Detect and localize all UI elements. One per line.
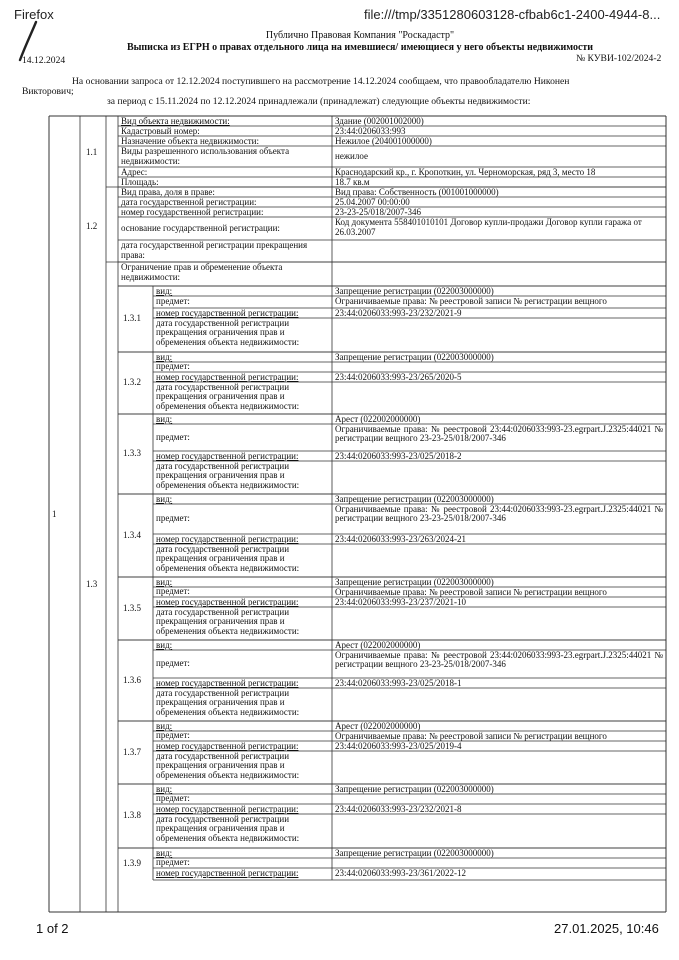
field-value: Ограничиваемые права: № реестровой 23:44:0206033:993-23.egrpart.J.2325:44021 № регистрации вещного 23-23-25/018/2007-346 (335, 504, 663, 524)
field-label: вид: (156, 352, 173, 362)
field-label: предмет: (156, 514, 190, 523)
subsection-number: 1.3.4 (123, 530, 141, 540)
intro-line-2: Викторович; (22, 86, 74, 97)
field-value: 23-23-25/018/2007-346 (335, 207, 421, 217)
field-value: 23:44:0206033:993-23/361/2022-12 (335, 868, 466, 878)
field-label: вид: (156, 721, 173, 731)
field-value: Арест (022002000000) (335, 414, 421, 424)
field-value: Ограничиваемые права: № реестровой 23:44:0206033:993-23.egrpart.J.2325:44021 № регистрации вещного 23-23-25/018/2007-346 (335, 650, 663, 670)
field-label: номер государственной регистрации: (156, 534, 299, 544)
field-label: предмет: (156, 297, 190, 306)
field-label: дата государственной регистрации прекращения права: (121, 241, 308, 260)
field-label: вид: (156, 577, 173, 587)
field-label: предмет: (156, 432, 190, 442)
field-label: предмет: (156, 362, 190, 371)
field-value: Запрещение регистрации (022003000000) (335, 494, 494, 504)
field-value: 23:44:0206033:993-23/025/2019-4 (335, 741, 462, 751)
field-label: дата государственной регистрации прекращения ограничения прав и обременения объекта недвижимости: (156, 318, 300, 347)
field-value: Код документа 558401010101 Договор купли-продажи Договор купли гаража от 26.03.2007 (335, 218, 642, 237)
field-value: Запрещение регистрации (022003000000) (335, 577, 494, 587)
field-value: Ограничиваемые права: № реестровой записи № регистрации вещного (335, 296, 607, 306)
subsection-number: 1.3.3 (123, 449, 141, 458)
subsection-number: 1.3.5 (123, 603, 141, 613)
field-label: номер государственной регистрации: (156, 678, 299, 688)
section-number: 1.3 (86, 580, 98, 589)
field-value: Ограничиваемые права: № реестровой записи № регистрации вещного (335, 587, 607, 597)
field-value: Запрещение регистрации (022003000000) (335, 286, 494, 296)
field-value: Краснодарский кр., г. Кропоткин, ул. Черноморская, ряд 3, место 18 (335, 167, 596, 177)
field-value: Арест (022002000000) (335, 721, 421, 731)
document-date: 14.12.2024 (22, 55, 66, 66)
field-value: Ограничиваемые права: № реестровой записи № регистрации вещного (335, 731, 607, 741)
field-label: Площадь: (121, 177, 159, 187)
field-label: дата государственной регистрации прекращения ограничения прав и обременения объекта недвижимости: (156, 544, 300, 573)
field-label: дата государственной регистрации прекращения ограничения прав и обременения объекта недвижимости: (156, 751, 300, 780)
field-label: Вид права, доля в праве: (121, 187, 215, 197)
field-label: Назначение объекта недвижимости: (121, 136, 259, 146)
field-label: номер государственной регистрации: (121, 207, 264, 217)
field-value: Нежилое (204001000000) (335, 136, 432, 146)
field-label: Ограничение прав и обременение объекта недвижимости: (121, 263, 283, 282)
field-value: Вид права: Собственность (001001000000) (335, 187, 499, 197)
field-label: Виды разрешенного использования объекта недвижимости: (121, 147, 290, 166)
row-number: 1 (52, 510, 57, 519)
field-value: 23:44:0206033:993-23/265/2020-5 (335, 372, 462, 382)
field-label: Адрес: (121, 167, 148, 177)
field-label: вид: (156, 414, 173, 424)
field-value: Запрещение регистрации (022003000000) (335, 784, 494, 794)
document-title: Выписка из ЕГРН о правах отдельного лица на имевшиеся/ имеющиеся у него объекты недвижимости (126, 42, 594, 53)
page-counter: 1 of 2 (36, 921, 69, 936)
field-value: 23:44:0206033:993-23/232/2021-9 (335, 308, 462, 318)
field-label: номер государственной регистрации: (156, 804, 299, 814)
section-number: 1.1 (86, 148, 98, 157)
field-label: дата государственной регистрации прекращения ограничения прав и обременения объекта недвижимости: (156, 688, 300, 717)
field-label: номер государственной регистрации: (156, 372, 299, 382)
subsection-number: 1.3.1 (123, 314, 141, 323)
print-timestamp: 27.01.2025, 10:46 (554, 921, 659, 936)
field-label: номер государственной регистрации: (156, 308, 299, 318)
field-label: номер государственной регистрации: (156, 741, 299, 751)
field-value: Запрещение регистрации (022003000000) (335, 848, 494, 858)
field-value: 23:44:0206033:993-23/263/2024-21 (335, 534, 466, 544)
browser-app-name: Firefox (14, 7, 54, 22)
field-value: Арест (022002000000) (335, 640, 421, 650)
field-label: номер государственной регистрации: (156, 597, 299, 607)
intro-line-1: На основании запроса от 12.12.2024 поступившего на рассмотрение 14.12.2024 сообщаем, что правообладателю Никонен (72, 76, 570, 87)
subsection-number: 1.3.2 (123, 378, 141, 387)
document-number: № КУВИ-102/2024-2 (576, 53, 662, 64)
field-label: предмет: (156, 731, 190, 740)
field-value: 23:44:0206033:993-23/232/2021-8 (335, 804, 462, 814)
field-label: предмет: (156, 858, 190, 867)
field-value: нежилое (335, 152, 368, 161)
intro-line-3: за период с 15.11.2024 по 12.12.2024 принадлежали (принадлежат) следующие объекты недвижимости: (107, 96, 531, 107)
field-label: предмет: (156, 659, 190, 668)
section-number: 1.2 (86, 222, 98, 231)
field-label: дата государственной регистрации прекращения ограничения прав и обременения объекта недвижимости: (156, 382, 300, 411)
field-label: Кадастровый номер: (121, 126, 200, 136)
field-value: 23:44:0206033:993-23/237/2021-10 (335, 597, 466, 607)
field-label: дата государственной регистрации прекращения ограничения прав и обременения объекта недвижимости: (156, 814, 300, 843)
subsection-number: 1.3.8 (123, 811, 141, 820)
field-value: Запрещение регистрации (022003000000) (335, 352, 494, 362)
subsection-number: 1.3.7 (123, 747, 141, 757)
field-label: вид: (156, 494, 173, 504)
field-label: Вид объекта недвижимости: (121, 116, 230, 126)
field-value: 18.7 кв.м (335, 177, 370, 187)
field-value: 23:44:0206033:993 (335, 126, 406, 136)
subsection-number: 1.3.9 (123, 859, 141, 868)
field-label: дата государственной регистрации: (121, 197, 257, 207)
field-label: основание государственной регистрации: (121, 224, 280, 233)
field-value: 25.04.2007 00:00:00 (335, 197, 410, 207)
field-label: вид: (156, 784, 173, 794)
field-label: дата государственной регистрации прекращения ограничения прав и обременения объекта недвижимости: (156, 461, 300, 490)
field-label: вид: (156, 640, 173, 650)
field-label: номер государственной регистрации: (156, 451, 299, 461)
field-label: предмет: (156, 794, 190, 803)
company-name: Публично Правовая Компания "Роскадастр" (265, 30, 455, 41)
field-label: предмет: (156, 587, 190, 596)
field-value: 23:44:0206033:993-23/025/2018-1 (335, 678, 462, 688)
field-value: Ограничиваемые права: № реестровой 23:44:0206033:993-23.egrpart.J.2325:44021 № регистрации вещного 23-23-25/018/2007-346 (335, 424, 663, 444)
field-value: 23:44:0206033:993-23/025/2018-2 (335, 451, 462, 461)
page-url: file:///tmp/3351280603128-cfbab6c1-2400-4944-8... (364, 7, 661, 22)
field-label: вид: (156, 286, 173, 296)
field-label: номер государственной регистрации: (156, 868, 299, 878)
field-label: дата государственной регистрации прекращения ограничения прав и обременения объекта недвижимости: (156, 607, 300, 636)
subsection-number: 1.3.6 (123, 675, 141, 685)
field-label: вид: (156, 848, 173, 858)
field-value: Здание (002001002000) (335, 116, 424, 126)
